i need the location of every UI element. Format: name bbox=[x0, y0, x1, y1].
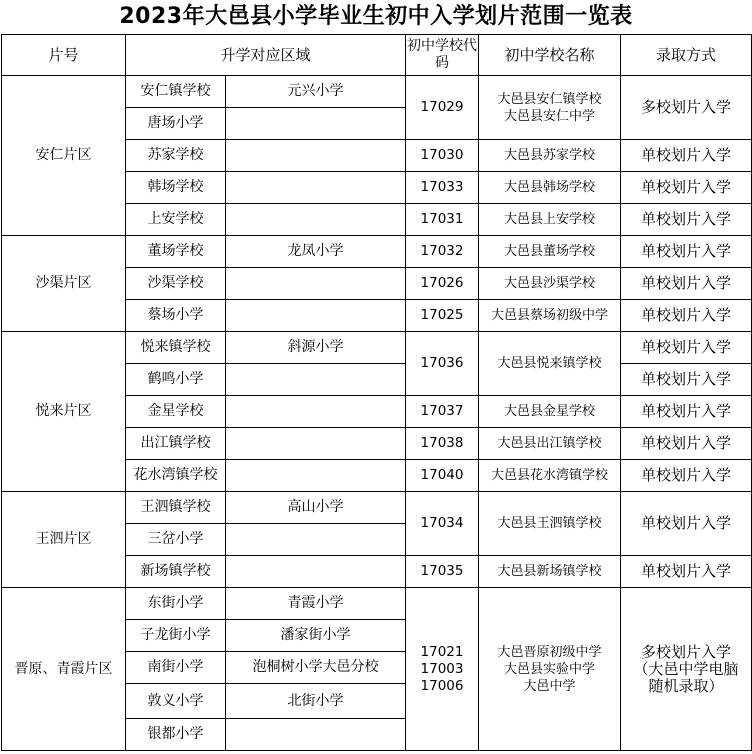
primary-school: 安仁镇学校 bbox=[126, 76, 226, 108]
admission-method: 单校划片入学 bbox=[621, 268, 752, 300]
school-code: 17025 bbox=[406, 300, 479, 332]
school-code: 17030 bbox=[406, 140, 479, 172]
primary-school: 韩场学校 bbox=[126, 172, 226, 204]
school-code: 17035 bbox=[406, 556, 479, 588]
middle-school-name: 大邑县出江镇学校 bbox=[479, 428, 621, 460]
middle-school-name: 大邑县上安学校 bbox=[479, 204, 621, 236]
admission-line: 随机录取） bbox=[648, 676, 724, 695]
middle-school-name: 大邑县金星学校 bbox=[479, 396, 621, 428]
primary-school-extra bbox=[226, 268, 406, 300]
primary-school: 东街小学 bbox=[126, 588, 226, 620]
admission-method: 单校划片入学 bbox=[621, 332, 752, 364]
primary-school: 银都小学 bbox=[126, 719, 226, 751]
school-code: 17037 bbox=[406, 396, 479, 428]
enrollment-table bbox=[1, 34, 752, 751]
primary-school-extra bbox=[226, 524, 406, 556]
admission-method: 单校划片入学 bbox=[621, 172, 752, 204]
admission-line: 多校划片入学 bbox=[641, 642, 732, 661]
primary-school: 花水湾镇学校 bbox=[126, 460, 226, 492]
school-code: 17038 bbox=[406, 428, 479, 460]
middle-school-name: 大邑县悦来镇学校 bbox=[479, 332, 621, 396]
district-cell: 悦来片区 bbox=[2, 332, 126, 492]
middle-school-name: 大邑县王泗镇学校 bbox=[479, 492, 621, 556]
header-district: 片号 bbox=[2, 35, 126, 76]
header-row bbox=[2, 35, 752, 76]
admission-method: 单校划片入学 bbox=[621, 204, 752, 236]
admission-method: 多校划片入学 bbox=[621, 76, 752, 140]
primary-school-extra bbox=[226, 108, 406, 140]
school-code: 17040 bbox=[406, 460, 479, 492]
middle-school-line: 大邑县安仁中学 bbox=[504, 108, 596, 124]
primary-school-extra bbox=[226, 300, 406, 332]
school-code: 17029 bbox=[406, 76, 479, 140]
school-code: 17032 bbox=[406, 236, 479, 268]
primary-school: 沙渠学校 bbox=[126, 268, 226, 300]
table-row bbox=[2, 492, 752, 524]
admission-method: 单校划片入学 bbox=[621, 428, 752, 460]
primary-school: 子龙街小学 bbox=[126, 620, 226, 652]
primary-school-extra: 潘家街小学 bbox=[226, 620, 406, 652]
school-code bbox=[406, 588, 479, 751]
primary-school-extra: 斜源小学 bbox=[226, 332, 406, 364]
middle-school-name bbox=[479, 588, 621, 751]
middle-school-line: 大邑晋原初级中学 bbox=[497, 644, 602, 660]
school-code-line: 17003 bbox=[420, 660, 464, 677]
table-row bbox=[2, 236, 752, 268]
page-title: 2023年大邑县小学毕业生初中入学划片范围一览表 bbox=[119, 4, 633, 29]
primary-school: 南街小学 bbox=[126, 652, 226, 684]
primary-school-extra: 龙凤小学 bbox=[226, 236, 406, 268]
middle-school-name: 大邑县韩场学校 bbox=[479, 172, 621, 204]
admission-method: 单校划片入学 bbox=[621, 236, 752, 268]
primary-school: 敦义小学 bbox=[126, 684, 226, 719]
primary-school-extra: 青霞小学 bbox=[226, 588, 406, 620]
table-row bbox=[2, 588, 752, 620]
school-code-line: 17006 bbox=[420, 677, 464, 694]
admission-method: 单校划片入学 bbox=[621, 364, 752, 396]
admission-method: 单校划片入学 bbox=[621, 140, 752, 172]
school-code: 17036 bbox=[406, 332, 479, 396]
primary-school-extra bbox=[226, 556, 406, 588]
district-cell: 王泗片区 bbox=[2, 492, 126, 588]
primary-school-extra: 高山小学 bbox=[226, 492, 406, 524]
middle-school-name bbox=[479, 76, 621, 140]
header-admission: 录取方式 bbox=[621, 35, 752, 76]
middle-school-name: 大邑县蔡场初级中学 bbox=[479, 300, 621, 332]
primary-school-extra bbox=[226, 719, 406, 751]
middle-school-name: 大邑县苏家学校 bbox=[479, 140, 621, 172]
primary-school: 出江镇学校 bbox=[126, 428, 226, 460]
district-cell: 晋原、青霞片区 bbox=[2, 588, 126, 751]
primary-school: 苏家学校 bbox=[126, 140, 226, 172]
middle-school-name: 大邑县沙渠学校 bbox=[479, 268, 621, 300]
admission-line: （大邑中学电脑 bbox=[633, 659, 739, 678]
middle-school-name: 大邑县新场镇学校 bbox=[479, 556, 621, 588]
primary-school-extra: 泡桐树小学大邑分校 bbox=[226, 652, 406, 684]
primary-school: 蔡场小学 bbox=[126, 300, 226, 332]
primary-school: 悦来镇学校 bbox=[126, 332, 226, 364]
middle-school-line: 大邑县安仁镇学校 bbox=[497, 91, 602, 107]
admission-method bbox=[621, 588, 752, 751]
primary-school: 新场镇学校 bbox=[126, 556, 226, 588]
school-code: 17033 bbox=[406, 172, 479, 204]
header-code: 初中学校代码 bbox=[406, 35, 479, 76]
district-cell: 安仁片区 bbox=[2, 76, 126, 236]
table-row bbox=[2, 332, 752, 364]
primary-school-extra bbox=[226, 428, 406, 460]
primary-school: 金星学校 bbox=[126, 396, 226, 428]
admission-method: 单校划片入学 bbox=[621, 396, 752, 428]
school-code-line: 17021 bbox=[420, 643, 464, 660]
primary-school-extra bbox=[226, 396, 406, 428]
primary-school: 王泗镇学校 bbox=[126, 492, 226, 524]
primary-school-extra bbox=[226, 172, 406, 204]
district-cell: 沙渠片区 bbox=[2, 236, 126, 332]
middle-school-line: 大邑中学 bbox=[523, 678, 576, 694]
middle-school-line: 大邑县实验中学 bbox=[504, 661, 596, 677]
primary-school-extra bbox=[226, 204, 406, 236]
primary-school-extra bbox=[226, 140, 406, 172]
primary-school: 三岔小学 bbox=[126, 524, 226, 556]
header-area: 升学对应区域 bbox=[126, 35, 406, 76]
middle-school-name: 大邑县花水湾镇学校 bbox=[479, 460, 621, 492]
admission-method: 单校划片入学 bbox=[621, 556, 752, 588]
primary-school: 唐场小学 bbox=[126, 108, 226, 140]
primary-school: 董场学校 bbox=[126, 236, 226, 268]
primary-school-extra bbox=[226, 460, 406, 492]
school-code: 17031 bbox=[406, 204, 479, 236]
primary-school-extra: 北街小学 bbox=[226, 684, 406, 719]
admission-method: 单校划片入学 bbox=[621, 300, 752, 332]
admission-method: 单校划片入学 bbox=[621, 460, 752, 492]
header-school-name: 初中学校名称 bbox=[479, 35, 621, 76]
school-code: 17026 bbox=[406, 268, 479, 300]
middle-school-name: 大邑县董场学校 bbox=[479, 236, 621, 268]
school-code: 17034 bbox=[406, 492, 479, 556]
admission-method: 单校划片入学 bbox=[621, 492, 752, 556]
primary-school: 鹤鸣小学 bbox=[126, 364, 226, 396]
primary-school-extra: 元兴小学 bbox=[226, 76, 406, 108]
table-row bbox=[2, 76, 752, 108]
primary-school-extra bbox=[226, 364, 406, 396]
primary-school: 上安学校 bbox=[126, 204, 226, 236]
